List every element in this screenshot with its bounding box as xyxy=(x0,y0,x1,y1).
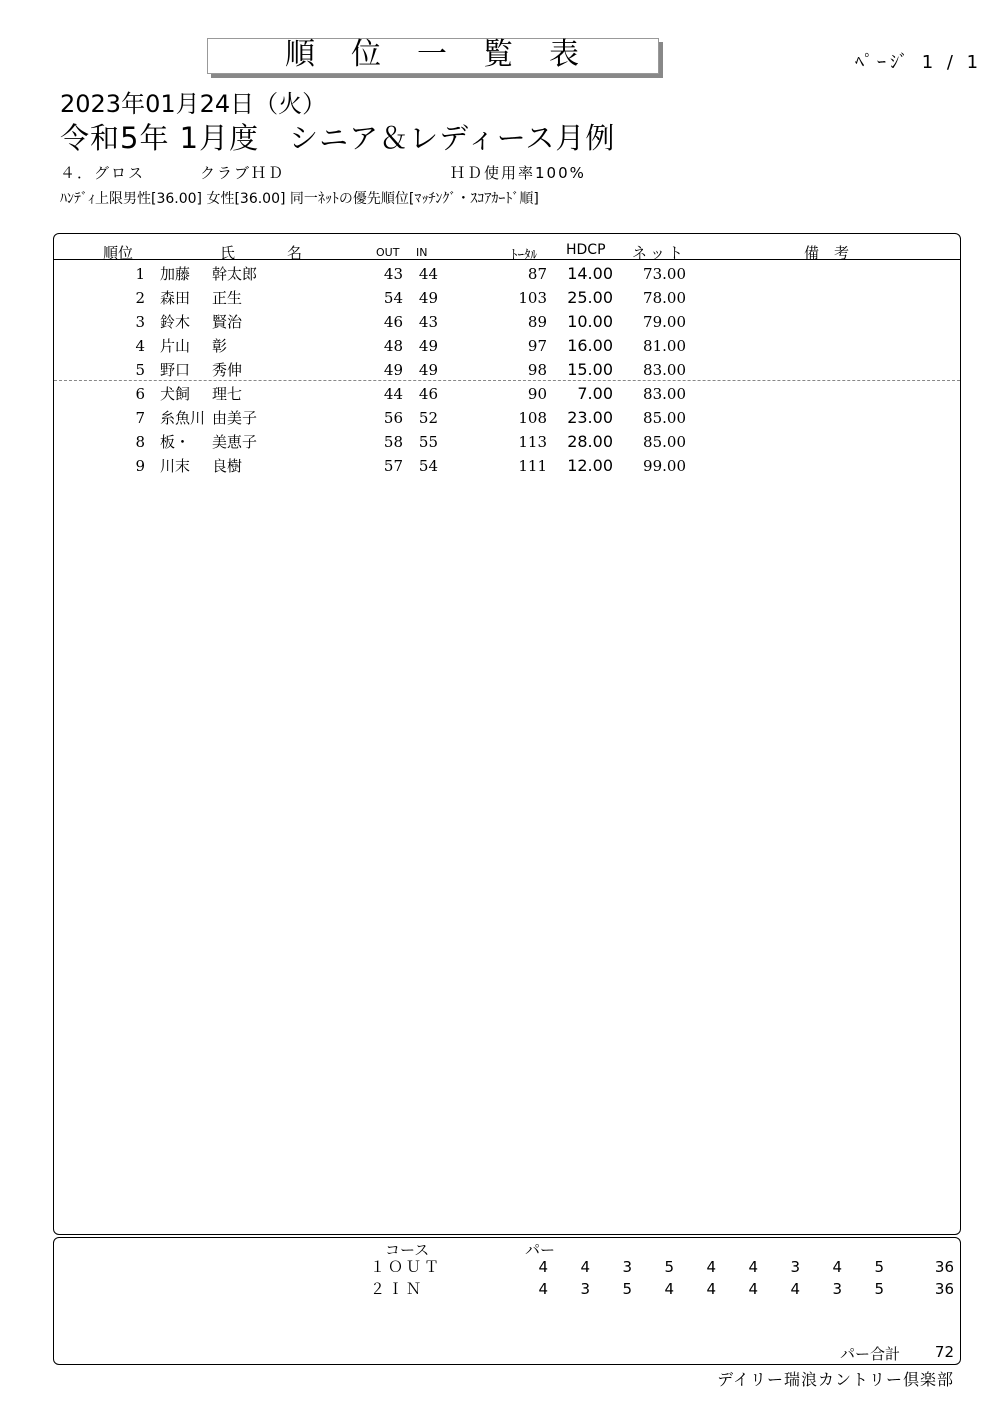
col-total: ﾄｰﾀﾙ xyxy=(511,248,537,263)
cell-net: 83.00 xyxy=(643,361,686,379)
cell-in: 49 xyxy=(418,361,438,379)
cell-rank: 1 xyxy=(135,265,145,283)
cell-hdcp: 28.00 xyxy=(567,432,613,451)
cell-out: 58 xyxy=(383,433,403,451)
cell-out: 56 xyxy=(383,409,403,427)
cell-total: 113 xyxy=(518,433,547,451)
cell-net: 83.00 xyxy=(643,385,686,403)
col-name-2: 名 xyxy=(287,244,303,262)
cell-first: 彰 xyxy=(212,337,228,355)
col-name-1: 氏 xyxy=(220,244,236,262)
hole-par: 4 xyxy=(538,1280,548,1298)
cell-last: 野口 xyxy=(160,361,191,379)
cell-rank: 3 xyxy=(135,313,145,331)
cell-first: 幹太郎 xyxy=(212,265,258,283)
col-out: OUT xyxy=(376,246,400,259)
cell-net: 85.00 xyxy=(643,433,686,451)
hole-par: 4 xyxy=(832,1258,842,1276)
event-date: 2023年01月24日（火） xyxy=(60,90,327,118)
cell-in: 46 xyxy=(418,385,438,403)
header-divider xyxy=(54,259,960,260)
cell-hdcp: 25.00 xyxy=(567,288,613,307)
col-in: IN xyxy=(416,246,428,259)
hole-par: 4 xyxy=(748,1258,758,1276)
hole-par: 4 xyxy=(538,1258,548,1276)
cell-net: 78.00 xyxy=(643,289,686,307)
cell-hdcp: 7.00 xyxy=(577,384,613,403)
cell-out: 48 xyxy=(383,337,403,355)
cell-in: 49 xyxy=(418,337,438,355)
page-number: ﾍﾟｰｼﾞ 1 / 1 xyxy=(855,52,983,73)
col-net: ネット xyxy=(632,244,687,262)
table-row xyxy=(0,406,1000,430)
cell-total: 103 xyxy=(518,289,547,307)
cell-net: 73.00 xyxy=(643,265,686,283)
cell-hdcp: 15.00 xyxy=(567,360,613,379)
hole-par: 4 xyxy=(706,1280,716,1298)
par-label: パー xyxy=(525,1241,556,1259)
cell-rank: 2 xyxy=(135,289,145,307)
hole-par: 4 xyxy=(748,1280,758,1298)
table-row xyxy=(0,358,1000,382)
club-name: デイリー瑞浪カントリー倶楽部 xyxy=(717,1370,954,1389)
cell-in: 43 xyxy=(418,313,438,331)
cell-first: 賢治 xyxy=(212,313,243,331)
table-row xyxy=(0,310,1000,334)
cell-out: 46 xyxy=(383,313,403,331)
hole-par: 3 xyxy=(790,1258,800,1276)
cell-rank: 7 xyxy=(135,409,145,427)
cell-hdcp: 12.00 xyxy=(567,456,613,475)
cell-net: 85.00 xyxy=(643,409,686,427)
table-row xyxy=(0,286,1000,310)
cell-rank: 4 xyxy=(135,337,145,355)
cell-first: 秀伸 xyxy=(212,361,243,379)
cell-net: 79.00 xyxy=(643,313,686,331)
table-row xyxy=(0,454,1000,478)
cell-out: 49 xyxy=(383,361,403,379)
cell-rank: 9 xyxy=(135,457,145,475)
course-label: コース xyxy=(385,1241,430,1259)
cell-first: 由美子 xyxy=(212,409,258,427)
course-par-total: 36 xyxy=(934,1280,954,1298)
course-par-total: 36 xyxy=(934,1258,954,1276)
cell-in: 52 xyxy=(418,409,438,427)
cell-in: 55 xyxy=(418,433,438,451)
cell-last: 川末 xyxy=(160,457,191,475)
table-row xyxy=(0,382,1000,406)
col-rank: 順位 xyxy=(103,244,134,262)
hole-par: 3 xyxy=(580,1280,590,1298)
hole-par: 5 xyxy=(874,1258,884,1276)
cell-out: 54 xyxy=(383,289,403,307)
cell-rank: 8 xyxy=(135,433,145,451)
cell-total: 89 xyxy=(527,313,547,331)
course-name: １ＯＵＴ xyxy=(370,1258,443,1276)
par-total-value: 72 xyxy=(934,1343,954,1361)
table-row xyxy=(0,430,1000,454)
cell-last: 鈴木 xyxy=(160,313,191,331)
cell-out: 57 xyxy=(383,457,403,475)
cell-last: 加藤 xyxy=(160,265,191,283)
course-name: ２ＩＮ xyxy=(370,1280,425,1298)
category-label: ４．グロス xyxy=(60,164,146,182)
handicap-rule: ﾊﾝﾃﾞｨ上限男性[36.00] 女性[36.00] 同一ﾈｯﾄの優先順位[ﾏｯﾁﾝｸﾞ・ｽｺｱｶｰﾄﾞ順] xyxy=(60,191,539,207)
hd-rate-label: ＨＤ使用率100% xyxy=(450,164,586,182)
col-hdcp: HDCP xyxy=(566,242,606,258)
event-name: 令和5年 1月度 シニア＆レディース月例 xyxy=(60,121,616,155)
cell-total: 87 xyxy=(527,265,547,283)
cell-first: 美恵子 xyxy=(212,433,258,451)
cell-total: 90 xyxy=(527,385,547,403)
cell-last: 糸魚川 xyxy=(160,409,206,427)
cell-first: 良樹 xyxy=(212,457,243,475)
page-title: 順位一覧表 xyxy=(285,37,615,72)
cell-hdcp: 23.00 xyxy=(567,408,613,427)
par-row xyxy=(0,1257,1000,1277)
cell-last: 板・ xyxy=(160,433,191,451)
cell-total: 98 xyxy=(527,361,547,379)
hole-par: 5 xyxy=(622,1280,632,1298)
hole-par: 3 xyxy=(832,1280,842,1298)
table-row xyxy=(0,262,1000,286)
col-remarks: 備 考 xyxy=(804,244,850,262)
hole-par: 4 xyxy=(790,1280,800,1298)
table-row xyxy=(0,334,1000,358)
cell-in: 49 xyxy=(418,289,438,307)
cell-last: 片山 xyxy=(160,337,191,355)
cell-hdcp: 14.00 xyxy=(567,264,613,283)
par-row xyxy=(0,1279,1000,1299)
hole-par: 4 xyxy=(580,1258,590,1276)
cell-first: 正生 xyxy=(212,289,243,307)
cell-last: 森田 xyxy=(160,289,191,307)
hole-par: 4 xyxy=(706,1258,716,1276)
cell-total: 111 xyxy=(518,457,547,475)
cell-out: 44 xyxy=(383,385,403,403)
cell-first: 理七 xyxy=(212,385,243,403)
par-total-label: パー合計 xyxy=(840,1345,901,1363)
hole-par: 5 xyxy=(874,1280,884,1298)
cell-total: 108 xyxy=(518,409,547,427)
cell-in: 54 xyxy=(418,457,438,475)
cell-in: 44 xyxy=(418,265,438,283)
hole-par: 4 xyxy=(664,1280,674,1298)
cell-net: 81.00 xyxy=(643,337,686,355)
cell-net: 99.00 xyxy=(643,457,686,475)
cell-out: 43 xyxy=(383,265,403,283)
hole-par: 5 xyxy=(664,1258,674,1276)
cell-hdcp: 16.00 xyxy=(567,336,613,355)
cell-rank: 6 xyxy=(135,385,145,403)
cell-total: 97 xyxy=(527,337,547,355)
cell-hdcp: 10.00 xyxy=(567,312,613,331)
cell-rank: 5 xyxy=(135,361,145,379)
cell-last: 犬飼 xyxy=(160,385,191,403)
class-label: クラブＨＤ xyxy=(200,164,286,182)
hole-par: 3 xyxy=(622,1258,632,1276)
